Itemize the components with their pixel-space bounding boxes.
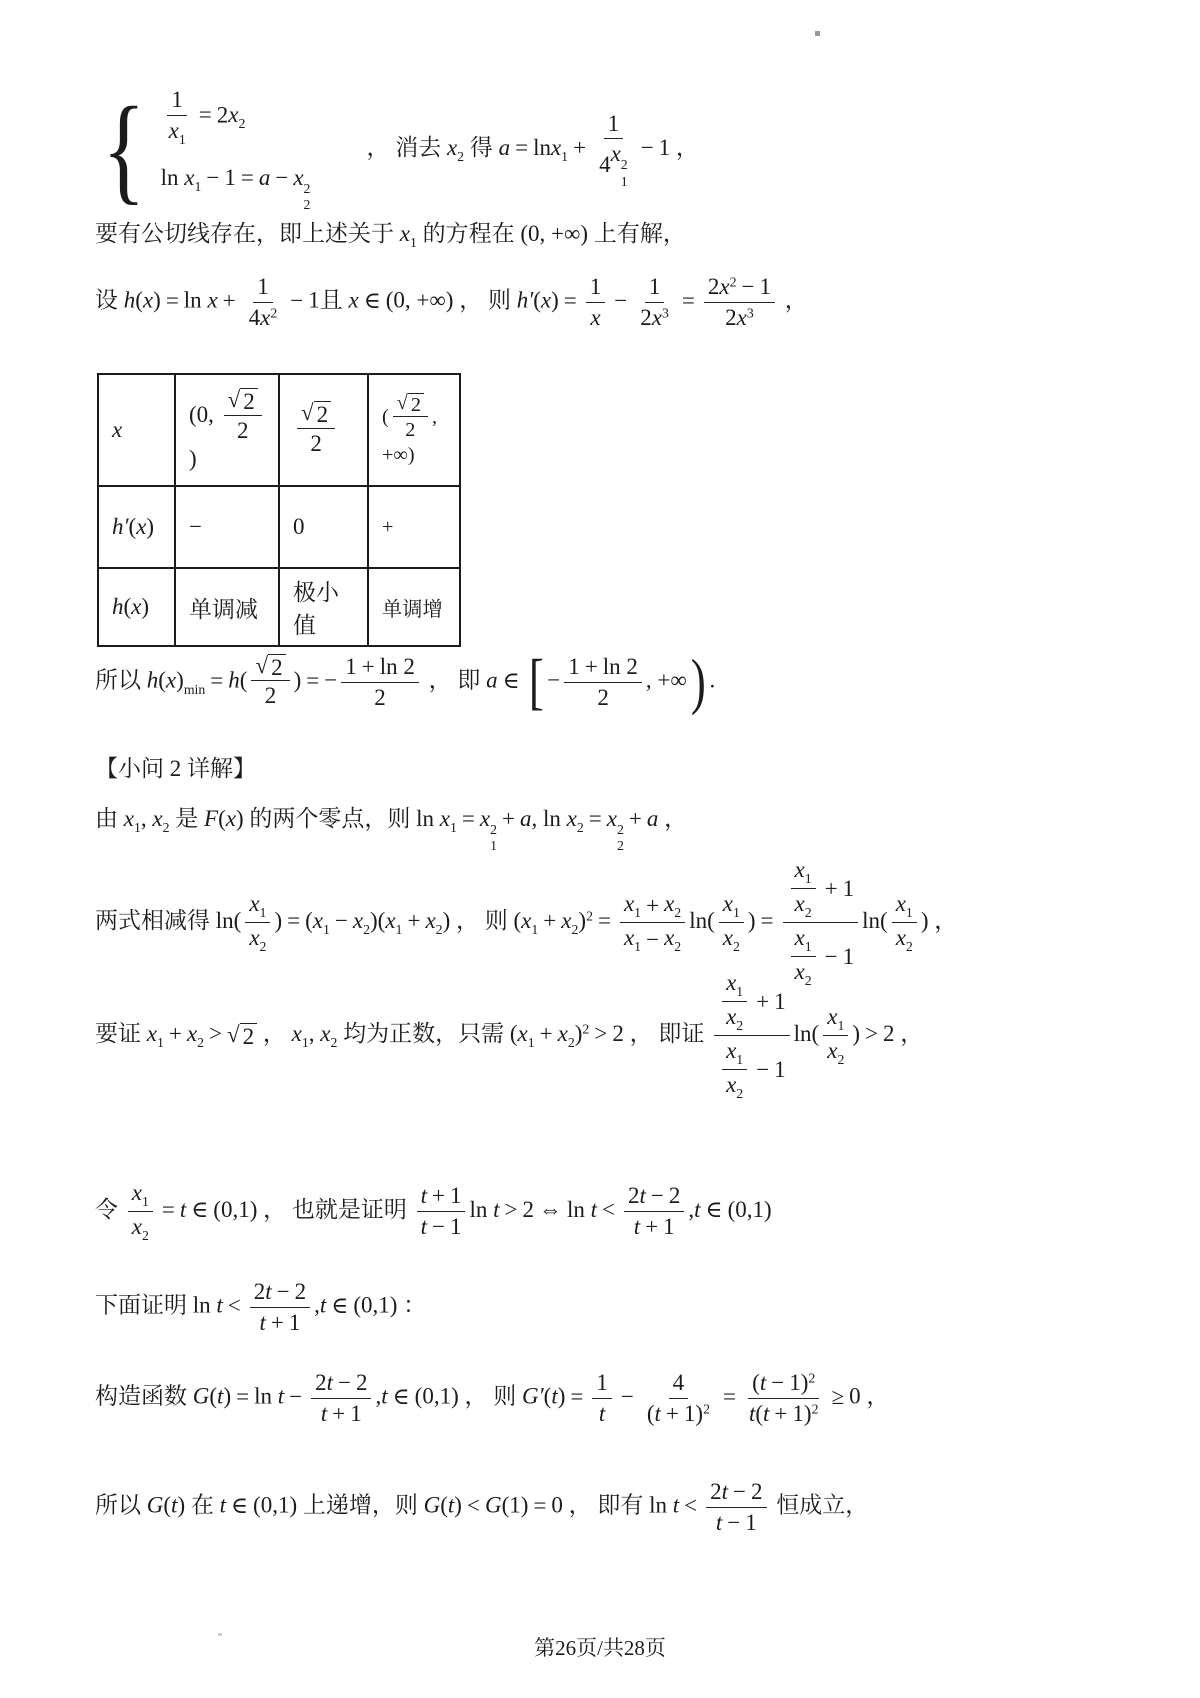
cell-decreasing: 单调减 [175, 568, 279, 646]
paper-speck-top [815, 31, 820, 36]
minimum-value-statement: 所以 $h(x)_{min} = h$( √ 2 2 ) = − 1 + ln 2 2 ， 即 a ∈ [ − 1 + ln 2 2 , +∞) . [95, 648, 716, 717]
eliminate-x2-statement: ， 消去 $x_2$ 得 a = lnx$_1$ + 1 4 x 2 1 − 1 ， [366, 110, 699, 189]
cell-interval-left: (0, √ 2 2 ) [175, 374, 279, 486]
system-equations-stack [161, 85, 311, 214]
cell-interval-right: ( √ 2 2 , +∞) [368, 374, 460, 486]
cell-minimum: 极小值 [279, 568, 368, 646]
substitution-t-statement: 令 $\frac{x_1}{x_2}$ = t ∈ (0,1) ， 也就是证明 t + 1 t − 1 ln t > 2 ⇔ ln t < 2 t − 2 t + 1 ,t ∈ (0,1) [95, 1180, 772, 1244]
table-row-h [98, 568, 460, 646]
cell-h-prime-label: h′(x) [98, 486, 175, 568]
construct-function-statement: 构造函数 G(t) = ln t − 2 t − 2 t + 1 ,t ∈ (0,1) ， 则 G′(t) = $\frac{1}{t}$ − 4 ( t + 1 )$^2$ = ( t − 1 )$^2$ t ( t + 1 )$^2$ ≥ 0 ， [95, 1370, 890, 1426]
left-brace: { [102, 82, 146, 216]
subtract-equations-statement: 两式相减得 ln( $\frac{x_1}{x_2}$ ) = $(x_1 - x_2)(x_1 + x_2)$ ， 则 $(x_1 + x_2)^2$ = $x_1$ + $x_2$ $x_1$ − $x_2$ ln( $\frac{x_1}{x_2}$ ) = $\frac{x_1}{x_2}$ + 1 $\frac{x_1}{x_2}$ − 1 ln( $\frac{x_1}{x_2}$ ) ， [95, 857, 958, 989]
system-equation-2: $\ln x_1 - 1 = a - x$ 2 2 [160, 165, 311, 213]
cell-sign-positive: + [368, 486, 460, 568]
system-equation-1: $\frac{1}{x_1}$ = $2x_2$ [168, 87, 246, 148]
table-row-h-prime [98, 486, 460, 568]
cell-sign-zero: 0 [279, 486, 368, 568]
increasing-conclusion-statement: 所以 G(t) 在 t ∈ (0,1) 上递增，则 G(t) < G(1) = 0 ， 即有 ln t < 2 t − 2 t − 1 恒成立， [95, 1479, 869, 1535]
cell-increasing: 单调增 [368, 568, 460, 646]
table-row-x [98, 374, 460, 486]
tangent-exists-statement: 要有公切线存在，即上述关于 $x_1$ 的方程在 (0, +∞) 上有解， [95, 221, 686, 251]
cell-h-label: h(x) [98, 568, 175, 646]
cell-sign-negative: − [175, 486, 279, 568]
subquestion-2-heading: 【小问 2 详解】 [95, 756, 256, 781]
h-definition-statement: 设 h(x) = ln x + 1 4 $x^2$ − 1且 x ∈ (0, +∞) ， 则 h′(x) = $\frac{1}{x}$ − 1 2 $x^3$ = 2 $x^2$ − 1 2 $x^3$ ， [95, 274, 808, 330]
monotonicity-table [97, 373, 461, 647]
zeros-statement: 由 $x_1$, $x_2$ 是 F(x) 的两个零点，则 $\ln x_1 = x$ 2 1 + a, $\ln x_2 = x$ 2 2 + a ， [95, 806, 688, 854]
cell-x-label: x [98, 374, 175, 486]
system-of-equations [95, 82, 699, 216]
below-prove-statement: 下面证明 ln t < 2 t − 2 t + 1 ,t ∈ (0,1) ： [95, 1279, 427, 1335]
page-number-footer: 第26页/共28页 [534, 1636, 666, 1660]
to-prove-statement: 要证 $x_1 + x_2$ > √ 2 ， $x_1$, $x_2$ 均为正数，只需 $(x_1 + x_2)^2 > 2$ ， 即证 $\frac{x_1}{x_2}$ + 1 $\frac{x_1}{x_2}$ − 1 ln( $\frac{x_1}{x_2}$ ) > 2 ， [95, 970, 924, 1102]
cell-critical-point: √ 2 2 [279, 374, 368, 486]
